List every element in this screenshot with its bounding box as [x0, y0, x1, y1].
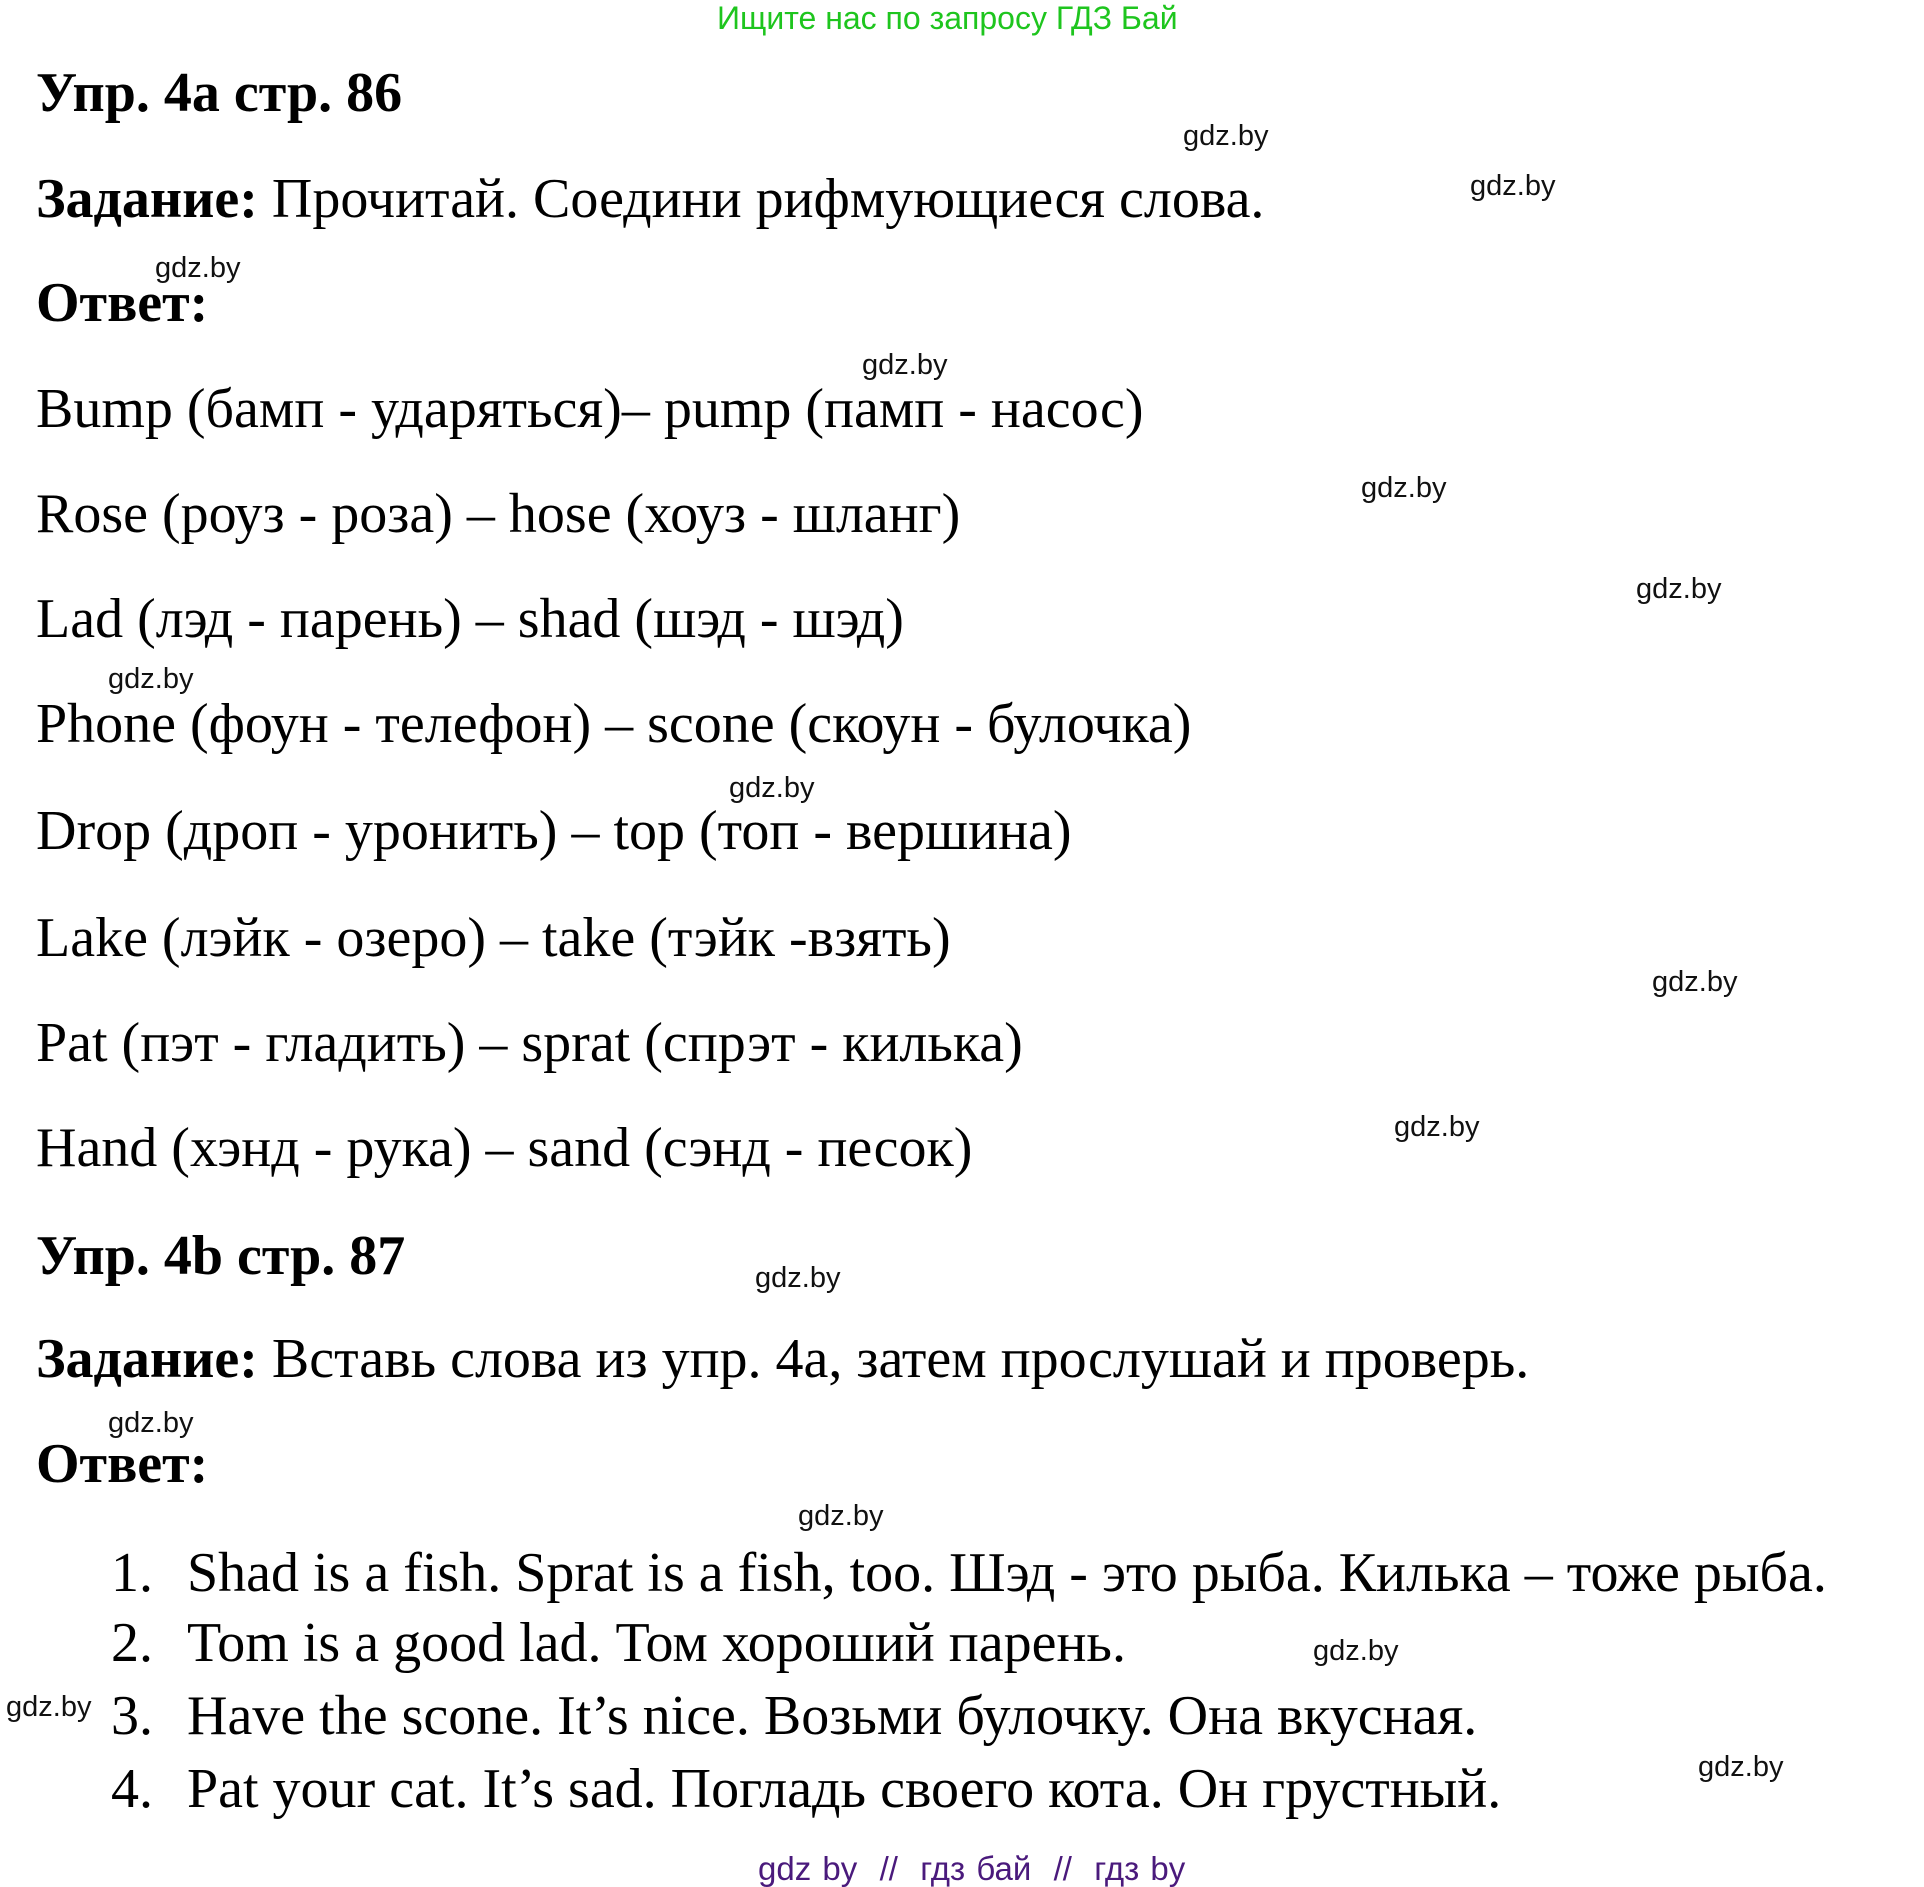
watermark: gdz.by [1636, 573, 1722, 605]
list-item: Tom is a good lad. Том хороший парень. [187, 1612, 1126, 1674]
list-item: Shad is a fish. Sprat is a fish, too. Шэд - это рыба. Килька – тоже рыба. [187, 1542, 1827, 1604]
rhyme-line: Phone (фоун - телефон) – scone (скоун - булочка) [36, 693, 1192, 755]
task-text: Вставь слова из упр. 4а, затем прослушай и проверь. [257, 1328, 1530, 1390]
watermark: gdz.by [1361, 472, 1447, 504]
rhyme-line: Pat (пэт - гладить) – sprat (спрэт - килька) [36, 1012, 1023, 1074]
task-label: Задание: [36, 168, 258, 230]
rhyme-line: Hand (хэнд - рука) – sand (сэнд - песок) [36, 1117, 973, 1179]
rhyme-line: Rose (роуз - роза) – hose (хоуз - шланг) [36, 483, 961, 545]
watermark: gdz.by [108, 1407, 194, 1439]
list-item-number: 3. [111, 1685, 153, 1747]
exercise-4b-answer-label: Ответ: [36, 1433, 209, 1495]
rhyme-line: Lad (лэд - парень) – shad (шэд - шэд) [36, 588, 904, 650]
watermark: gdz.by [729, 772, 815, 804]
watermark: gdz.by [755, 1262, 841, 1294]
task-label: Задание: [36, 1328, 258, 1390]
rhyme-line: Bump (бамп - ударяться)– pump (памп - насос) [36, 378, 1144, 440]
list-item: Pat your cat. It’s sad. Погладь своего кота. Он грустный. [187, 1758, 1502, 1820]
watermark: gdz.by [1698, 1751, 1784, 1783]
watermark: gdz.by [108, 663, 194, 695]
list-item-number: 1. [111, 1542, 153, 1604]
watermark: gdz.by [862, 349, 948, 381]
exercise-4b-task [36, 1328, 1530, 1390]
task-text: Прочитай. Соедини рифмующиеся слова. [257, 168, 1265, 230]
watermark: gdz.by [1394, 1111, 1480, 1143]
exercise-4a-answer-label: Ответ: [36, 272, 209, 334]
watermark: gdz.by [1313, 1635, 1399, 1667]
watermark: gdz.by [155, 252, 241, 284]
watermark: gdz.by [1652, 966, 1738, 998]
list-item-number: 4. [111, 1758, 153, 1820]
watermark: gdz.by [1183, 120, 1269, 152]
rhyme-line: Drop (дроп - уронить) – top (топ - вершина) [36, 800, 1072, 862]
exercise-4a-task [36, 168, 1265, 230]
exercise-4a-heading: Упр. 4a стр. 86 [36, 62, 403, 124]
watermark: gdz.by [798, 1500, 884, 1532]
watermark: gdz.by [6, 1691, 92, 1723]
watermark: gdz.by [1470, 170, 1556, 202]
rhyme-line: Lake (лэйк - озеро) – take (тэйк -взять) [36, 907, 951, 969]
exercise-4b-heading: Упр. 4b стр. 87 [36, 1225, 406, 1287]
list-item-number: 2. [111, 1612, 153, 1674]
promo-banner[interactable]: Ищите нас по запросу ГДЗ Бай [717, 0, 1178, 36]
footer-links[interactable]: gdz by // гдз бай // гдз by [758, 1850, 1186, 1887]
list-item: Have the scone. It’s nice. Возьми булочку. Она вкусная. [187, 1685, 1478, 1747]
